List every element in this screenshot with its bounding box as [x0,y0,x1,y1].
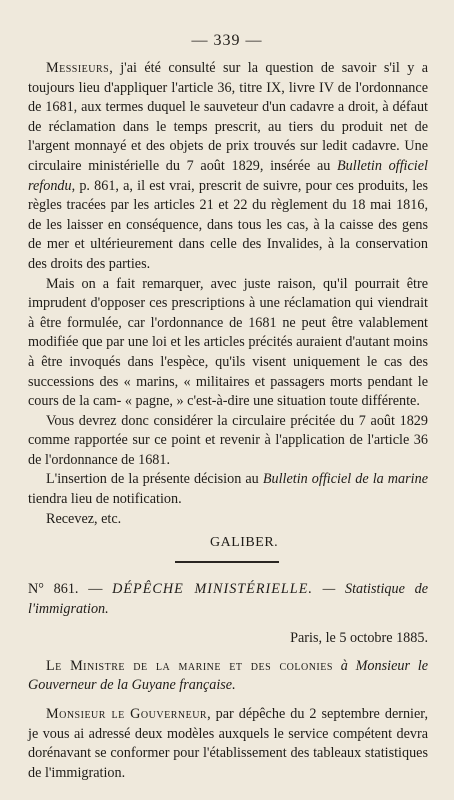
dispatch-subject: — Statistique de l'immigration. [28,581,428,617]
dispatch-address [28,657,428,696]
dispatch-section [28,580,428,783]
bulletin-reference: Bulletin officiel refondu [28,157,428,194]
salutation: Messieurs [46,60,110,76]
signature: GALIBER. [210,535,279,551]
recipient: à Monsieur le Gouverneur de la Guyane française. [28,657,429,694]
dispatch-body: Monsieur le Gouverneur, par dépêche du 2 septembre dernier, je vous ai adressé deux modèles auxquels le service compétent devra dorénavant se conformer pour l'établissement des tableaux statistiques de l'immigration. [28,705,428,781]
decision-body [28,59,428,553]
sender: Le Ministre de la marine et des colonies [46,657,333,674]
page-number: — 339 — [191,32,263,49]
section-divider [175,561,279,563]
dispatch-date: Paris, le 5 octobre 1885. [290,630,428,647]
paragraph-5: Recevez, etc. [46,510,122,527]
paragraph-4: L'insertion de la présente décision au Bulletin officiel de la marine tiendra lieu de notification. [28,471,428,508]
paragraph-1: Messieurs, j'ai été consulté sur la question de savoir s'il y a toujours lieu d'appliquer l'article 36, titre IX, livre IV de l'ordonnance de 1681, aux termes duquel le sauveteur d'un cadavre a droit, à défaut de réclamation dans le temps prescrit, au tiers du produit net de l'argent monnayé et des objets de prix trouvés sur ledit cadavre. Une circulaire ministérielle du 7 août 1829, insérée au Bulletin officiel refondu, p. 861, a, il est vrai, prescrit de suivre, pour ces produits, les règles tracées par les articles 21 et 22 du règlement du 18 mai 1816, de les laisser en conséquence, dans tous les cas, à la caisse des gens de mer et ultérieurement dans celle des Invalides, à la conservation des droits des parties. [28,60,428,272]
dispatch-title: DÉPÊCHE MINISTÉRIELLE. [112,581,313,597]
paragraph-3: Vous devrez donc considérer la circulaire précitée du 7 août 1829 comme rapportée sur ce point et revenir à l'application de l'article 36 de l'ordonnance de 1681. [28,412,428,468]
paragraph-2: Mais on a fait remarquer, avec juste raison, qu'il pourrait être imprudent d'opposer ces prescriptions à une réclamation qui viendrait à être formulée, car l'ordonnance de 1681 ne peut être valablement modifiée que par une loi et les articles précités auraient d'autant moins à être invoqués dans l'espèce, qu'ils visent uniquement le cas des successions des « marins, « militaires et passagers morts pendant le cours de la cam- « pagne, » c'est-à-dire une situation toute différente. [28,275,428,410]
dispatch-salutation: Monsieur le Gouverneur [46,705,208,722]
dispatch-heading: N° 861. — DÉPÊCHE MINISTÉRIELLE. — Statistique de l'immigration. [28,581,428,617]
bulletin-reference: Bulletin officiel de la marine [262,471,428,488]
dispatch-number: N° 861. [28,581,79,597]
